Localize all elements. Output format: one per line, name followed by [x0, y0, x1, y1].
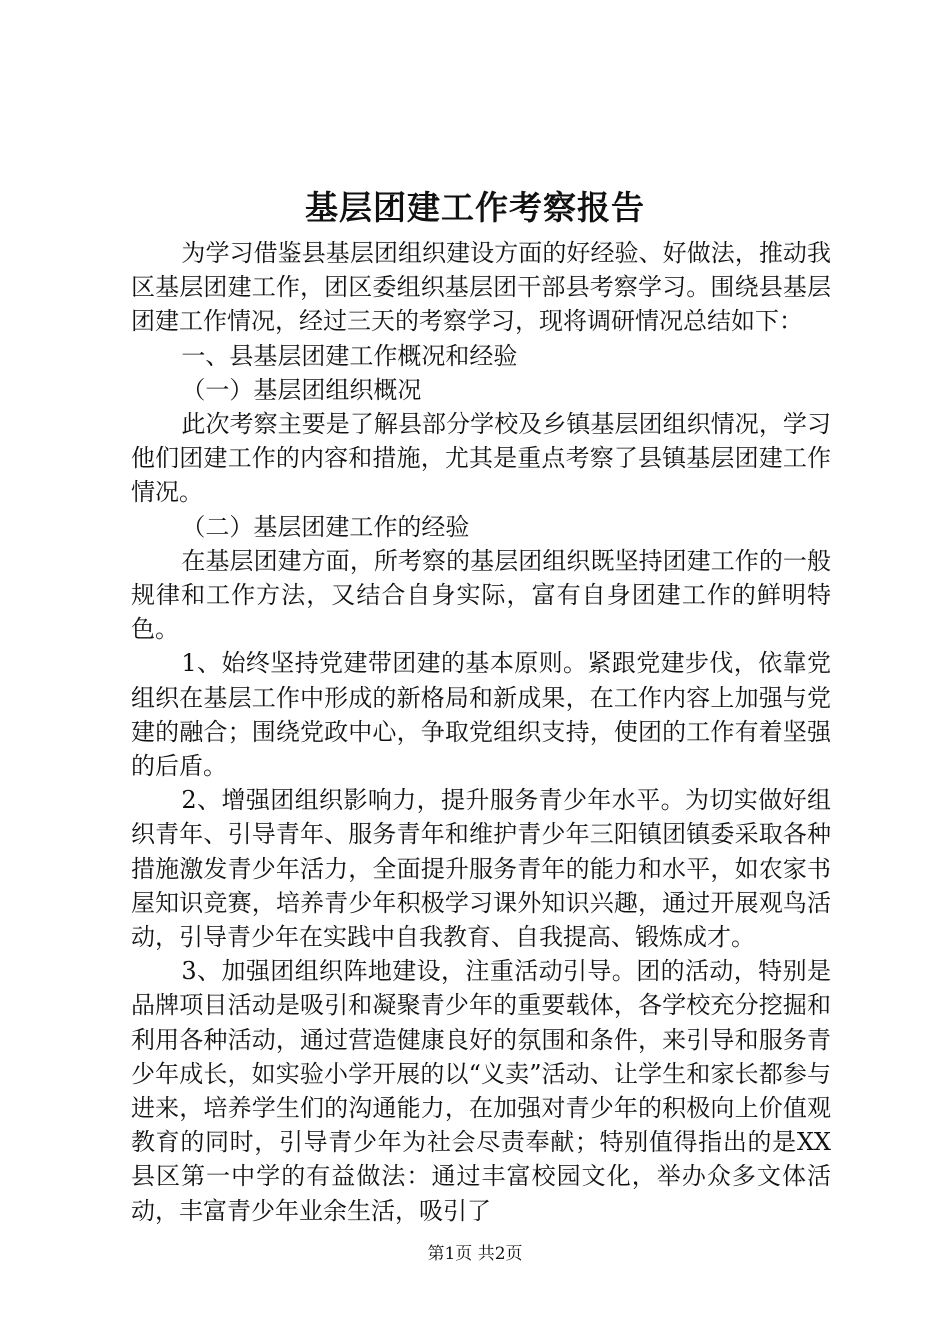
body-paragraph: 在基层团建方面，所考察的基层团组织既坚持团建工作的一般规律和工作方法，又结合自身实际，富有自身团建工作的鲜明特色。 — [131, 546, 831, 644]
page-footer: 第1页 共2页 — [427, 1244, 523, 1264]
body-paragraph: 此次考察主要是了解县部分学校及乡镇基层团组织情况，学习他们团建工作的内容和措施，尤其是重点考察了县镇基层团建工作情况。 — [131, 410, 831, 507]
subsection-heading-1: （一）基层团组织概况 — [181, 375, 422, 404]
document-body — [131, 236, 831, 1228]
numbered-paragraph-3: 3、加强团组织阵地建设，注重活动引导。团的活动，特别是品牌项目活动是吸引和凝聚青少年的重要载体，各学校充分挖掘和利用各种活动，通过营造健康良好的氛围和条件，来引导和服务青少年成长，如实验小学开展的以“义卖”活动、让学生和家长都参与进来，培养学生们的沟通能力，在加强对青少年的积极向上价值观教育的同时，引导青少年为社会尽责奉献；特别值得指出的是XX县区第一中学的有益做法：通过丰富校园文化，举办众多文体活动，丰富青少年业余生活，吸引了 — [131, 957, 831, 1225]
section-heading-1: 一、县基层团建工作概况和经验 — [181, 341, 518, 370]
intro-paragraph: 为学习借鉴县基层团组织建设方面的好经验、好做法，推动我区基层团建工作，团区委组织基层团干部县考察学习。围绕县基层团建工作情况，经过三天的考察学习，现将调研情况总结如下： — [131, 239, 831, 336]
numbered-paragraph-1: 1、始终坚持党建带团建的基本原则。紧跟党建步伐，依靠党组织在基层工作中形成的新格局和新成果，在工作内容上加强与党建的融合；围绕党政中心，争取党组织支持，使团的工作有着坚强的后盾。 — [131, 649, 831, 781]
numbered-paragraph-2: 2、增强团组织影响力，提升服务青少年水平。为切实做好组织青年、引导青年、服务青年和维护青少年三阳镇团镇委采取各种措施激发青少年活力，全面提升服务青年的能力和水平，如农家书屋知识竞赛，培养青少年积极学习课外知识兴趣，通过开展观鸟活动，引导青少年在实践中自我教育、自我提高、锻炼成才。 — [131, 786, 831, 952]
subsection-heading-2: （二）基层团建工作的经验 — [181, 512, 470, 541]
document-title: 基层团建工作考察报告 — [305, 188, 645, 227]
